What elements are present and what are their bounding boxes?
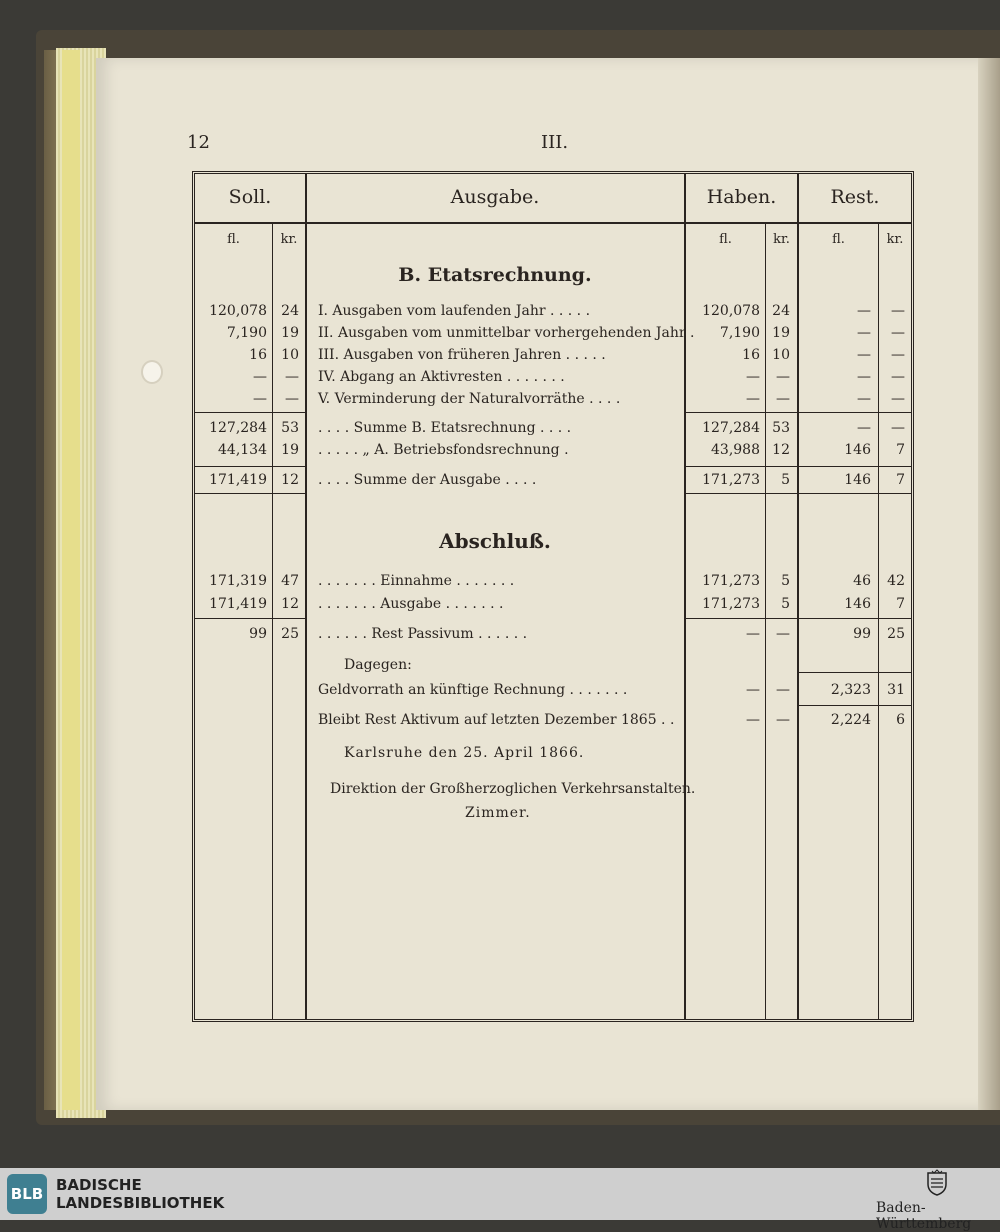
unit-soll-kr: kr.: [280, 232, 298, 247]
etat-row-1-haben-fl: 120,078: [702, 303, 760, 319]
sum-row-1-haben-kr: 53: [772, 420, 790, 436]
total-row-text: . . . . Summe der Ausgabe . . . .: [318, 472, 537, 488]
crest-icon: [926, 1170, 948, 1196]
header-soll: Soll.: [228, 186, 272, 208]
etat-row-4-soll-kr: —: [285, 369, 299, 385]
etat-row-5-haben-kr: —: [776, 391, 790, 407]
etat-row-4-soll-fl: —: [253, 369, 267, 385]
sum-row-2-rest-fl: 146: [844, 442, 871, 458]
etat-row-5-rest-kr: —: [891, 391, 905, 407]
rule-soll-1: [195, 412, 305, 413]
geld-row-text: Geldvorrath an künftige Rechnung . . . . . . .: [318, 682, 628, 698]
library-name: [56, 1176, 224, 1212]
heading-etatsrechnung: B. Etatsrechnung.: [398, 264, 592, 286]
passiv-row-rest-kr: 25: [887, 626, 905, 642]
abschluss-row-2-soll-fl: 171,419: [209, 596, 267, 612]
sum-row-2-haben-fl: 43,988: [711, 442, 760, 458]
passiv-row-rest-fl: 99: [853, 626, 871, 642]
etat-row-4-haben-kr: —: [776, 369, 790, 385]
sum-row-2-rest-kr: 7: [896, 442, 905, 458]
etat-row-3-haben-fl: 16: [742, 347, 760, 363]
aktiv-row-rest-fl: 2,224: [830, 712, 871, 728]
total-row-haben-fl: 171,273: [702, 472, 760, 488]
etat-row-4-text: IV. Abgang an Aktivresten . . . . . . .: [318, 369, 565, 385]
rule-haben-1: [686, 412, 911, 413]
page-gilt-edge: [62, 50, 80, 1110]
col-divider-haben-kr: [765, 223, 766, 1020]
passiv-row-haben-kr: —: [776, 626, 790, 642]
rule-soll-2: [195, 466, 305, 467]
etat-row-5-haben-fl: —: [746, 391, 760, 407]
abschluss-row-2-haben-fl: 171,273: [702, 596, 760, 612]
etat-row-2-rest-fl: —: [857, 325, 871, 341]
etat-row-3-rest-fl: —: [857, 347, 871, 363]
unit-rest-fl: fl.: [832, 232, 845, 247]
etat-row-2-text: II. Ausgaben vom unmittelbar vorhergehenden Jahr .: [318, 325, 695, 341]
aktiv-row-text: Bleibt Rest Aktivum auf letzten Dezember 1865 . .: [318, 712, 675, 728]
rule-soll-3: [195, 493, 305, 494]
section-number: III.: [541, 132, 569, 153]
sum-row-1-soll-fl: 127,284: [209, 420, 267, 436]
etat-row-1-rest-kr: —: [891, 303, 905, 319]
facing-page-edge: [978, 58, 1000, 1110]
etat-row-3-soll-fl: 16: [249, 347, 267, 363]
geld-row-haben-kr: —: [776, 682, 790, 698]
direction-line: Direktion der Großherzoglichen Verkehrsanstalten.: [330, 781, 696, 797]
rule-haben-3: [686, 493, 911, 494]
header-ausgabe: Ausgabe.: [450, 186, 540, 208]
unit-haben-fl: fl.: [719, 232, 732, 247]
abschluss-row-1-soll-fl: 171,319: [209, 573, 267, 589]
total-row-rest-kr: 7: [896, 472, 905, 488]
abschluss-row-2-text: . . . . . . . Ausgabe . . . . . . .: [318, 596, 504, 612]
abschluss-row-1-haben-kr: 5: [781, 573, 790, 589]
etat-row-4-rest-fl: —: [857, 369, 871, 385]
abschluss-row-2-haben-kr: 5: [781, 596, 790, 612]
total-row-soll-fl: 171,419: [209, 472, 267, 488]
page-number: 12: [187, 132, 210, 153]
blb-logo-icon: BLB: [7, 1174, 47, 1214]
total-row-haben-kr: 5: [781, 472, 790, 488]
sum-row-1-soll-kr: 53: [281, 420, 299, 436]
geld-row-rest-kr: 31: [887, 682, 905, 698]
sum-row-2-soll-kr: 19: [281, 442, 299, 458]
etat-row-3-soll-kr: 10: [281, 347, 299, 363]
abschluss-row-2-soll-kr: 12: [281, 596, 299, 612]
etat-row-2-soll-fl: 7,190: [226, 325, 267, 341]
etat-row-2-rest-kr: —: [891, 325, 905, 341]
col-divider-soll-kr: [272, 223, 273, 1020]
rule-haben-4: [686, 618, 911, 619]
aktiv-row-rest-kr: 6: [896, 712, 905, 728]
etat-row-5-rest-fl: —: [857, 391, 871, 407]
state-name: Baden-Württemberg: [876, 1200, 972, 1232]
etat-row-3-text: III. Ausgaben von früheren Jahren . . . . .: [318, 347, 606, 363]
abschluss-row-1-soll-kr: 47: [281, 573, 299, 589]
abschluss-row-2-rest-fl: 146: [844, 596, 871, 612]
rule-soll-4: [195, 618, 305, 619]
rule-rest-6: [799, 705, 911, 706]
unit-soll-fl: fl.: [227, 232, 240, 247]
etat-row-1-rest-fl: —: [857, 303, 871, 319]
rule-haben-2: [686, 466, 911, 467]
unit-rest-kr: kr.: [886, 232, 904, 247]
sum-row-1-rest-fl: —: [857, 420, 871, 436]
etat-row-3-haben-kr: 10: [772, 347, 790, 363]
etat-row-4-haben-fl: —: [746, 369, 760, 385]
aktiv-row-haben-kr: —: [776, 712, 790, 728]
etat-row-1-soll-kr: 24: [281, 303, 299, 319]
etat-row-2-haben-kr: 19: [772, 325, 790, 341]
header-rest: Rest.: [830, 186, 880, 208]
etat-row-1-soll-fl: 120,078: [209, 303, 267, 319]
passiv-row-text: . . . . . . Rest Passivum . . . . . .: [318, 626, 528, 642]
etat-row-5-soll-fl: —: [253, 391, 267, 407]
signature: Zimmer.: [465, 805, 531, 821]
abschluss-row-1-rest-kr: 42: [887, 573, 905, 589]
sum-row-2-haben-kr: 12: [772, 442, 790, 458]
rule-rest-5: [799, 672, 911, 673]
etat-row-1-text: I. Ausgaben vom laufenden Jahr . . . . .: [318, 303, 591, 319]
etat-row-1-haben-kr: 24: [772, 303, 790, 319]
col-divider-soll: [305, 174, 307, 1020]
total-row-rest-fl: 146: [844, 472, 871, 488]
col-divider-rest-kr: [878, 223, 879, 1020]
abschluss-row-1-rest-fl: 46: [853, 573, 871, 589]
sum-row-2-soll-fl: 44,134: [218, 442, 267, 458]
unit-haben-kr: kr.: [773, 232, 790, 247]
passiv-row-soll-kr: 25: [281, 626, 299, 642]
heading-abschluss: Abschluß.: [439, 529, 551, 553]
sum-row-1-rest-kr: —: [891, 420, 905, 436]
aktiv-row-haben-fl: —: [746, 712, 760, 728]
header-rule: [195, 222, 911, 224]
passiv-row-soll-fl: 99: [249, 626, 267, 642]
geld-row-haben-fl: —: [746, 682, 760, 698]
etat-row-2-haben-fl: 7,190: [719, 325, 760, 341]
etat-row-5-text: V. Verminderung der Naturalvorräthe . . . .: [318, 391, 621, 407]
etat-row-5-soll-kr: —: [285, 391, 299, 407]
sum-row-2-text: . . . . . „ A. Betriebsfondsrechnung .: [318, 442, 569, 458]
abschluss-row-2-rest-kr: 7: [896, 596, 905, 612]
library-name-line2: LANDESBIBLIOTHEK: [56, 1194, 225, 1212]
etat-row-2-soll-kr: 19: [281, 325, 299, 341]
total-row-soll-kr: 12: [281, 472, 299, 488]
paper-hole: [143, 362, 161, 382]
etat-row-3-rest-kr: —: [891, 347, 905, 363]
library-name-line1: BADISCHE: [56, 1176, 142, 1194]
geld-row-rest-fl: 2,323: [830, 682, 871, 698]
abschluss-row-1-text: . . . . . . . Einnahme . . . . . . .: [318, 573, 515, 589]
dagegen-label: Dagegen:: [344, 657, 412, 673]
etat-row-4-rest-kr: —: [891, 369, 905, 385]
header-haben: Haben.: [706, 186, 777, 208]
sum-row-1-haben-fl: 127,284: [702, 420, 760, 436]
place-date: Karlsruhe den 25. April 1866.: [344, 745, 585, 761]
passiv-row-haben-fl: —: [746, 626, 760, 642]
abschluss-row-1-haben-fl: 171,273: [702, 573, 760, 589]
sum-row-1-text: . . . . Summe B. Etatsrechnung . . . .: [318, 420, 572, 436]
